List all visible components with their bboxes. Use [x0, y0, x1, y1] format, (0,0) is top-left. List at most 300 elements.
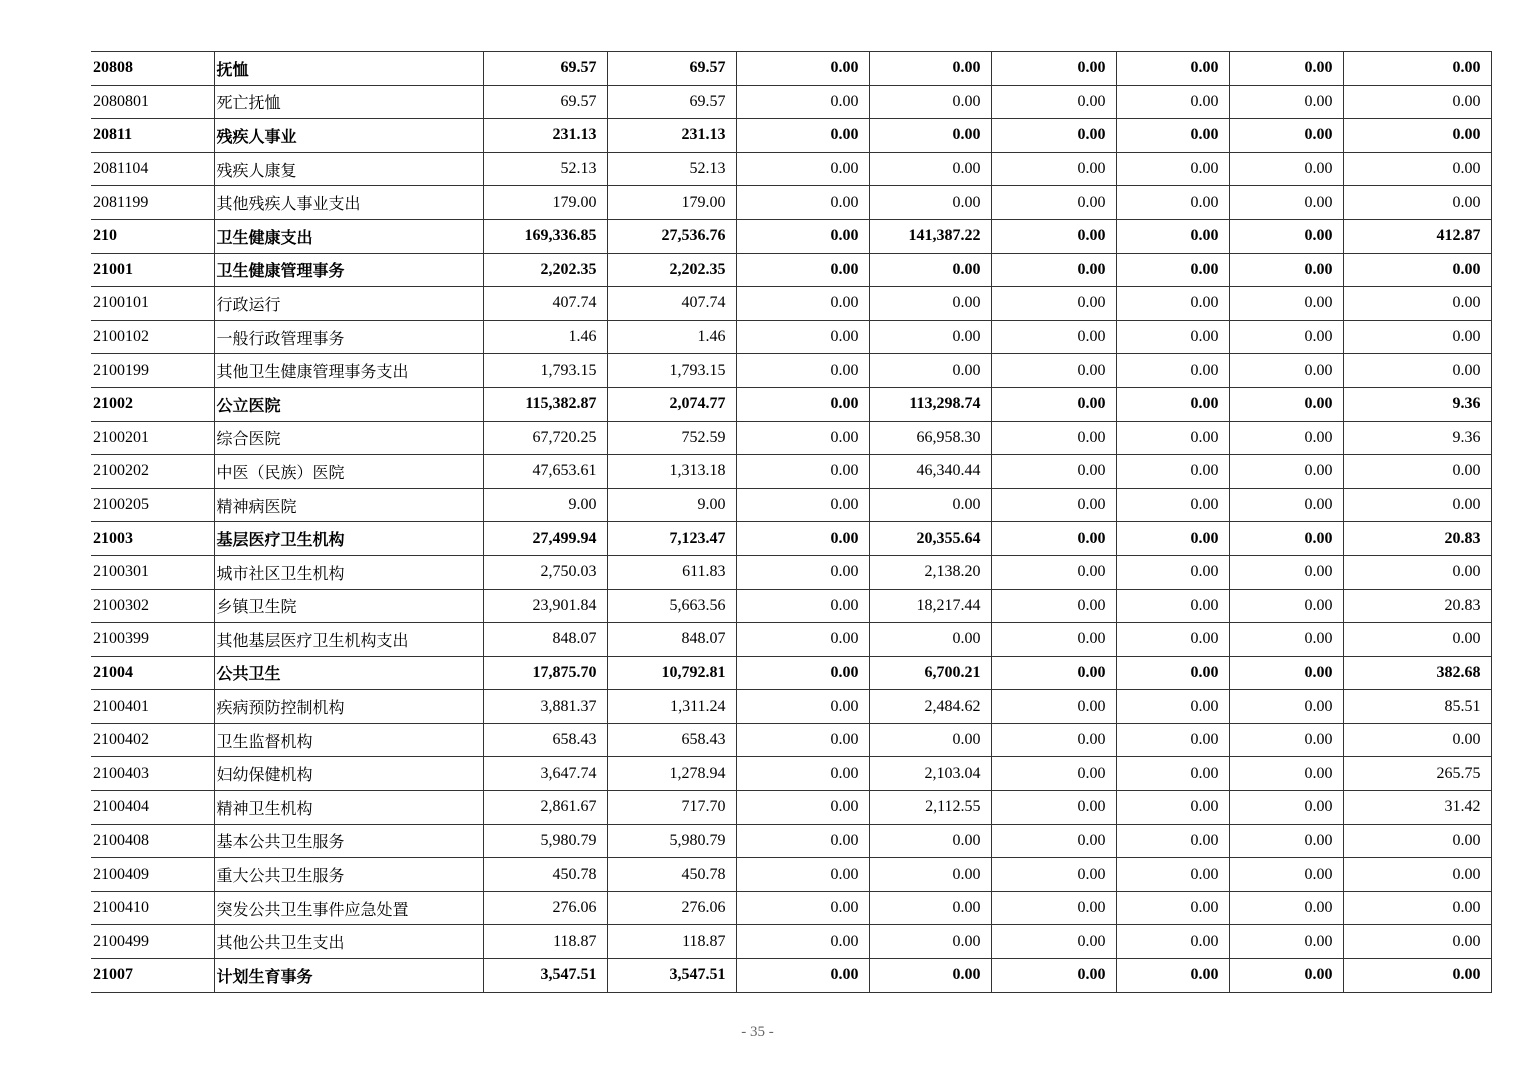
amount-cell: 0.00 — [736, 52, 869, 86]
subject-code-cell: 21003 — [91, 522, 214, 556]
amount-cell: 0.00 — [1229, 85, 1343, 119]
amount-cell: 0.00 — [869, 824, 991, 858]
subject-name-cell: 卫生监督机构 — [214, 723, 483, 757]
table-body — [91, 52, 1491, 993]
amount-cell: 2,138.20 — [869, 555, 991, 589]
amount-cell: 0.00 — [1343, 52, 1491, 86]
amount-cell: 0.00 — [736, 959, 869, 993]
amount-cell: 2,750.03 — [483, 555, 607, 589]
subject-name-cell: 精神卫生机构 — [214, 791, 483, 825]
subject-code-cell: 21007 — [91, 959, 214, 993]
subject-code-cell: 2100101 — [91, 287, 214, 321]
amount-cell: 0.00 — [1343, 555, 1491, 589]
amount-cell: 0.00 — [1229, 421, 1343, 455]
amount-cell: 1,311.24 — [607, 690, 736, 724]
amount-cell: 658.43 — [607, 723, 736, 757]
amount-cell: 0.00 — [1116, 455, 1229, 489]
amount-cell: 17,875.70 — [483, 656, 607, 690]
subject-name-cell: 计划生育事务 — [214, 959, 483, 993]
amount-cell: 412.87 — [1343, 219, 1491, 253]
subject-name-cell: 其他卫生健康管理事务支出 — [214, 354, 483, 388]
subject-code-cell: 20808 — [91, 52, 214, 86]
subject-name-cell: 综合医院 — [214, 421, 483, 455]
amount-cell: 1.46 — [607, 320, 736, 354]
amount-cell: 0.00 — [1343, 287, 1491, 321]
amount-cell: 0.00 — [736, 186, 869, 220]
amount-cell: 0.00 — [869, 119, 991, 153]
amount-cell: 407.74 — [483, 287, 607, 321]
amount-cell: 0.00 — [991, 320, 1116, 354]
amount-cell: 0.00 — [1116, 757, 1229, 791]
table-row — [91, 85, 1491, 119]
amount-cell: 0.00 — [736, 253, 869, 287]
amount-cell: 382.68 — [1343, 656, 1491, 690]
amount-cell: 69.57 — [483, 52, 607, 86]
subject-name-cell: 妇幼保健机构 — [214, 757, 483, 791]
subject-code-cell: 2100301 — [91, 555, 214, 589]
amount-cell: 0.00 — [869, 959, 991, 993]
amount-cell: 2,861.67 — [483, 791, 607, 825]
amount-cell: 611.83 — [607, 555, 736, 589]
amount-cell: 0.00 — [1229, 488, 1343, 522]
subject-code-cell: 2100410 — [91, 891, 214, 925]
table-row — [91, 119, 1491, 153]
amount-cell: 0.00 — [736, 119, 869, 153]
subject-code-cell: 2081104 — [91, 152, 214, 186]
amount-cell: 0.00 — [1229, 119, 1343, 153]
subject-code-cell: 2100401 — [91, 690, 214, 724]
amount-cell: 5,663.56 — [607, 589, 736, 623]
amount-cell: 0.00 — [1229, 589, 1343, 623]
amount-cell: 0.00 — [1343, 253, 1491, 287]
amount-cell: 407.74 — [607, 287, 736, 321]
amount-cell: 752.59 — [607, 421, 736, 455]
amount-cell: 0.00 — [1116, 690, 1229, 724]
amount-cell: 0.00 — [1343, 354, 1491, 388]
amount-cell: 27,499.94 — [483, 522, 607, 556]
amount-cell: 0.00 — [869, 623, 991, 657]
amount-cell: 0.00 — [736, 555, 869, 589]
table-row — [91, 791, 1491, 825]
amount-cell: 0.00 — [991, 959, 1116, 993]
amount-cell: 20.83 — [1343, 522, 1491, 556]
amount-cell: 0.00 — [1343, 824, 1491, 858]
amount-cell: 0.00 — [991, 52, 1116, 86]
table-row — [91, 152, 1491, 186]
subject-code-cell: 2100201 — [91, 421, 214, 455]
subject-code-cell: 2100302 — [91, 589, 214, 623]
table-row — [91, 421, 1491, 455]
amount-cell: 0.00 — [1116, 387, 1229, 421]
subject-code-cell: 2100102 — [91, 320, 214, 354]
amount-cell: 3,647.74 — [483, 757, 607, 791]
subject-code-cell: 21002 — [91, 387, 214, 421]
amount-cell: 52.13 — [607, 152, 736, 186]
amount-cell: 0.00 — [869, 354, 991, 388]
amount-cell: 118.87 — [607, 925, 736, 959]
amount-cell: 0.00 — [1116, 287, 1229, 321]
amount-cell: 0.00 — [1116, 219, 1229, 253]
amount-cell: 0.00 — [1343, 455, 1491, 489]
amount-cell: 9.36 — [1343, 387, 1491, 421]
amount-cell: 0.00 — [991, 455, 1116, 489]
table-row — [91, 555, 1491, 589]
subject-code-cell: 2100205 — [91, 488, 214, 522]
amount-cell: 0.00 — [1229, 253, 1343, 287]
amount-cell: 169,336.85 — [483, 219, 607, 253]
amount-cell: 113,298.74 — [869, 387, 991, 421]
amount-cell: 0.00 — [736, 219, 869, 253]
amount-cell: 0.00 — [1116, 555, 1229, 589]
amount-cell: 0.00 — [1116, 253, 1229, 287]
amount-cell: 69.57 — [607, 85, 736, 119]
amount-cell: 46,340.44 — [869, 455, 991, 489]
amount-cell: 0.00 — [1343, 119, 1491, 153]
subject-name-cell: 其他基层医疗卫生机构支出 — [214, 623, 483, 657]
page-number: - 35 - — [741, 1024, 774, 1040]
table-row — [91, 219, 1491, 253]
subject-code-cell: 21004 — [91, 656, 214, 690]
amount-cell: 0.00 — [736, 589, 869, 623]
amount-cell: 9.00 — [607, 488, 736, 522]
subject-name-cell: 城市社区卫生机构 — [214, 555, 483, 589]
amount-cell: 23,901.84 — [483, 589, 607, 623]
amount-cell: 6,700.21 — [869, 656, 991, 690]
amount-cell: 0.00 — [736, 287, 869, 321]
subject-code-cell: 2100409 — [91, 858, 214, 892]
amount-cell: 0.00 — [991, 757, 1116, 791]
amount-cell: 0.00 — [869, 85, 991, 119]
table-row — [91, 455, 1491, 489]
subject-name-cell: 基层医疗卫生机构 — [214, 522, 483, 556]
subject-code-cell: 2100399 — [91, 623, 214, 657]
subject-name-cell: 卫生健康管理事务 — [214, 253, 483, 287]
table-row — [91, 757, 1491, 791]
subject-name-cell: 精神病医院 — [214, 488, 483, 522]
amount-cell: 0.00 — [991, 219, 1116, 253]
table-row — [91, 824, 1491, 858]
amount-cell: 0.00 — [991, 623, 1116, 657]
amount-cell: 0.00 — [991, 925, 1116, 959]
table-row — [91, 656, 1491, 690]
table-row — [91, 253, 1491, 287]
amount-cell: 0.00 — [991, 589, 1116, 623]
amount-cell: 20.83 — [1343, 589, 1491, 623]
amount-cell: 0.00 — [1229, 522, 1343, 556]
table-row — [91, 858, 1491, 892]
subject-name-cell: 突发公共卫生事件应急处置 — [214, 891, 483, 925]
amount-cell: 0.00 — [1229, 656, 1343, 690]
subject-name-cell: 行政运行 — [214, 287, 483, 321]
amount-cell: 0.00 — [1343, 891, 1491, 925]
amount-cell: 0.00 — [736, 85, 869, 119]
amount-cell: 0.00 — [1116, 320, 1229, 354]
table-row — [91, 320, 1491, 354]
table-row — [91, 387, 1491, 421]
amount-cell: 0.00 — [736, 891, 869, 925]
table-row — [91, 589, 1491, 623]
table-row — [91, 891, 1491, 925]
amount-cell: 0.00 — [1116, 723, 1229, 757]
amount-cell: 0.00 — [736, 623, 869, 657]
amount-cell: 0.00 — [736, 757, 869, 791]
amount-cell: 0.00 — [991, 555, 1116, 589]
table-row — [91, 287, 1491, 321]
amount-cell: 0.00 — [869, 320, 991, 354]
amount-cell: 265.75 — [1343, 757, 1491, 791]
table-row — [91, 690, 1491, 724]
amount-cell: 0.00 — [1229, 690, 1343, 724]
amount-cell: 9.36 — [1343, 421, 1491, 455]
subject-name-cell: 疾病预防控制机构 — [214, 690, 483, 724]
subject-name-cell: 公共卫生 — [214, 656, 483, 690]
subject-code-cell: 2100499 — [91, 925, 214, 959]
amount-cell: 0.00 — [736, 320, 869, 354]
amount-cell: 0.00 — [1343, 186, 1491, 220]
amount-cell: 276.06 — [607, 891, 736, 925]
amount-cell: 0.00 — [1343, 85, 1491, 119]
amount-cell: 2,484.62 — [869, 690, 991, 724]
amount-cell: 0.00 — [736, 690, 869, 724]
amount-cell: 66,958.30 — [869, 421, 991, 455]
amount-cell: 0.00 — [736, 387, 869, 421]
amount-cell: 179.00 — [483, 186, 607, 220]
table-row — [91, 354, 1491, 388]
amount-cell: 0.00 — [1229, 891, 1343, 925]
amount-cell: 0.00 — [1229, 623, 1343, 657]
table-row — [91, 52, 1491, 86]
subject-name-cell: 抚恤 — [214, 52, 483, 86]
amount-cell: 0.00 — [991, 656, 1116, 690]
amount-cell: 3,881.37 — [483, 690, 607, 724]
amount-cell: 0.00 — [991, 858, 1116, 892]
amount-cell: 0.00 — [1229, 824, 1343, 858]
amount-cell: 276.06 — [483, 891, 607, 925]
amount-cell: 0.00 — [736, 824, 869, 858]
subject-name-cell: 残疾人康复 — [214, 152, 483, 186]
amount-cell: 0.00 — [1343, 959, 1491, 993]
amount-cell: 0.00 — [869, 287, 991, 321]
amount-cell: 0.00 — [1229, 757, 1343, 791]
amount-cell: 0.00 — [736, 858, 869, 892]
subject-name-cell: 其他公共卫生支出 — [214, 925, 483, 959]
amount-cell: 0.00 — [991, 723, 1116, 757]
table-row — [91, 186, 1491, 220]
amount-cell: 0.00 — [1229, 52, 1343, 86]
amount-cell: 0.00 — [991, 253, 1116, 287]
amount-cell: 118.87 — [483, 925, 607, 959]
amount-cell: 0.00 — [869, 52, 991, 86]
amount-cell: 2,103.04 — [869, 757, 991, 791]
amount-cell: 0.00 — [1116, 824, 1229, 858]
amount-cell: 0.00 — [1229, 925, 1343, 959]
amount-cell: 18,217.44 — [869, 589, 991, 623]
amount-cell: 0.00 — [1229, 387, 1343, 421]
amount-cell: 658.43 — [483, 723, 607, 757]
subject-name-cell: 基本公共卫生服务 — [214, 824, 483, 858]
amount-cell: 0.00 — [1229, 320, 1343, 354]
subject-name-cell: 重大公共卫生服务 — [214, 858, 483, 892]
amount-cell: 2,074.77 — [607, 387, 736, 421]
amount-cell: 20,355.64 — [869, 522, 991, 556]
amount-cell: 848.07 — [607, 623, 736, 657]
amount-cell: 0.00 — [1116, 925, 1229, 959]
subject-code-cell: 2100199 — [91, 354, 214, 388]
amount-cell: 0.00 — [991, 85, 1116, 119]
amount-cell: 1.46 — [483, 320, 607, 354]
amount-cell: 0.00 — [736, 656, 869, 690]
amount-cell: 0.00 — [1343, 623, 1491, 657]
amount-cell: 0.00 — [1229, 455, 1343, 489]
amount-cell: 141,387.22 — [869, 219, 991, 253]
amount-cell: 67,720.25 — [483, 421, 607, 455]
amount-cell: 0.00 — [869, 723, 991, 757]
subject-name-cell: 公立医院 — [214, 387, 483, 421]
amount-cell: 9.00 — [483, 488, 607, 522]
amount-cell: 2,202.35 — [483, 253, 607, 287]
amount-cell: 69.57 — [607, 52, 736, 86]
amount-cell: 115,382.87 — [483, 387, 607, 421]
amount-cell: 0.00 — [991, 522, 1116, 556]
amount-cell: 0.00 — [1116, 421, 1229, 455]
subject-code-cell: 2100404 — [91, 791, 214, 825]
amount-cell: 0.00 — [736, 421, 869, 455]
amount-cell: 0.00 — [1229, 152, 1343, 186]
amount-cell: 0.00 — [991, 354, 1116, 388]
amount-cell: 1,313.18 — [607, 455, 736, 489]
amount-cell: 0.00 — [991, 152, 1116, 186]
amount-cell: 0.00 — [1229, 723, 1343, 757]
amount-cell: 0.00 — [1229, 959, 1343, 993]
amount-cell: 0.00 — [1116, 959, 1229, 993]
amount-cell: 27,536.76 — [607, 219, 736, 253]
amount-cell: 0.00 — [736, 925, 869, 959]
amount-cell: 0.00 — [991, 488, 1116, 522]
amount-cell: 0.00 — [991, 690, 1116, 724]
amount-cell: 0.00 — [1229, 186, 1343, 220]
amount-cell: 0.00 — [1229, 287, 1343, 321]
amount-cell: 0.00 — [1116, 522, 1229, 556]
table-row — [91, 488, 1491, 522]
amount-cell: 1,793.15 — [483, 354, 607, 388]
amount-cell: 0.00 — [869, 858, 991, 892]
amount-cell: 0.00 — [1116, 52, 1229, 86]
subject-name-cell: 乡镇卫生院 — [214, 589, 483, 623]
amount-cell: 0.00 — [869, 186, 991, 220]
subject-code-cell: 21001 — [91, 253, 214, 287]
subject-name-cell: 一般行政管理事务 — [214, 320, 483, 354]
amount-cell: 0.00 — [1229, 858, 1343, 892]
subject-name-cell: 中医（民族）医院 — [214, 455, 483, 489]
amount-cell: 0.00 — [1116, 488, 1229, 522]
amount-cell: 0.00 — [991, 387, 1116, 421]
amount-cell: 52.13 — [483, 152, 607, 186]
amount-cell: 0.00 — [1116, 119, 1229, 153]
amount-cell: 0.00 — [1343, 925, 1491, 959]
subject-code-cell: 2100202 — [91, 455, 214, 489]
amount-cell: 0.00 — [1343, 723, 1491, 757]
amount-cell: 0.00 — [991, 287, 1116, 321]
amount-cell: 10,792.81 — [607, 656, 736, 690]
amount-cell: 3,547.51 — [607, 959, 736, 993]
amount-cell: 5,980.79 — [607, 824, 736, 858]
subject-code-cell: 20811 — [91, 119, 214, 153]
subject-code-cell: 2100402 — [91, 723, 214, 757]
amount-cell: 7,123.47 — [607, 522, 736, 556]
amount-cell: 0.00 — [736, 522, 869, 556]
amount-cell: 0.00 — [1343, 152, 1491, 186]
amount-cell: 0.00 — [1343, 320, 1491, 354]
table-row — [91, 522, 1491, 556]
amount-cell: 0.00 — [736, 791, 869, 825]
amount-cell: 0.00 — [1343, 858, 1491, 892]
amount-cell: 0.00 — [991, 119, 1116, 153]
amount-cell: 0.00 — [1116, 891, 1229, 925]
amount-cell: 2,112.55 — [869, 791, 991, 825]
amount-cell: 0.00 — [1343, 488, 1491, 522]
amount-cell: 31.42 — [1343, 791, 1491, 825]
amount-cell: 0.00 — [736, 488, 869, 522]
amount-cell: 0.00 — [991, 421, 1116, 455]
amount-cell: 0.00 — [1116, 152, 1229, 186]
amount-cell: 450.78 — [483, 858, 607, 892]
amount-cell: 0.00 — [1116, 85, 1229, 119]
amount-cell: 0.00 — [1116, 623, 1229, 657]
amount-cell: 848.07 — [483, 623, 607, 657]
amount-cell: 0.00 — [1116, 354, 1229, 388]
amount-cell: 47,653.61 — [483, 455, 607, 489]
table-row — [91, 925, 1491, 959]
amount-cell: 0.00 — [1116, 858, 1229, 892]
amount-cell: 179.00 — [607, 186, 736, 220]
amount-cell: 1,278.94 — [607, 757, 736, 791]
amount-cell: 0.00 — [991, 186, 1116, 220]
amount-cell: 1,793.15 — [607, 354, 736, 388]
table-row — [91, 723, 1491, 757]
amount-cell: 0.00 — [869, 488, 991, 522]
subject-code-cell: 2100403 — [91, 757, 214, 791]
amount-cell: 0.00 — [1229, 791, 1343, 825]
amount-cell: 0.00 — [991, 891, 1116, 925]
budget-table — [91, 51, 1492, 993]
amount-cell: 0.00 — [869, 891, 991, 925]
amount-cell: 0.00 — [1116, 656, 1229, 690]
table-row — [91, 959, 1491, 993]
subject-name-cell: 其他残疾人事业支出 — [214, 186, 483, 220]
amount-cell: 2,202.35 — [607, 253, 736, 287]
subject-code-cell: 2100408 — [91, 824, 214, 858]
amount-cell: 69.57 — [483, 85, 607, 119]
amount-cell: 0.00 — [869, 152, 991, 186]
amount-cell: 450.78 — [607, 858, 736, 892]
amount-cell: 0.00 — [1116, 589, 1229, 623]
amount-cell: 0.00 — [1116, 186, 1229, 220]
subject-code-cell: 2081199 — [91, 186, 214, 220]
subject-code-cell: 2080801 — [91, 85, 214, 119]
amount-cell: 5,980.79 — [483, 824, 607, 858]
amount-cell: 231.13 — [483, 119, 607, 153]
amount-cell: 0.00 — [736, 152, 869, 186]
amount-cell: 0.00 — [869, 253, 991, 287]
amount-cell: 231.13 — [607, 119, 736, 153]
amount-cell: 0.00 — [869, 925, 991, 959]
amount-cell: 0.00 — [736, 723, 869, 757]
amount-cell: 0.00 — [736, 354, 869, 388]
amount-cell: 0.00 — [1116, 791, 1229, 825]
subject-name-cell: 死亡抚恤 — [214, 85, 483, 119]
amount-cell: 0.00 — [1229, 354, 1343, 388]
amount-cell: 85.51 — [1343, 690, 1491, 724]
